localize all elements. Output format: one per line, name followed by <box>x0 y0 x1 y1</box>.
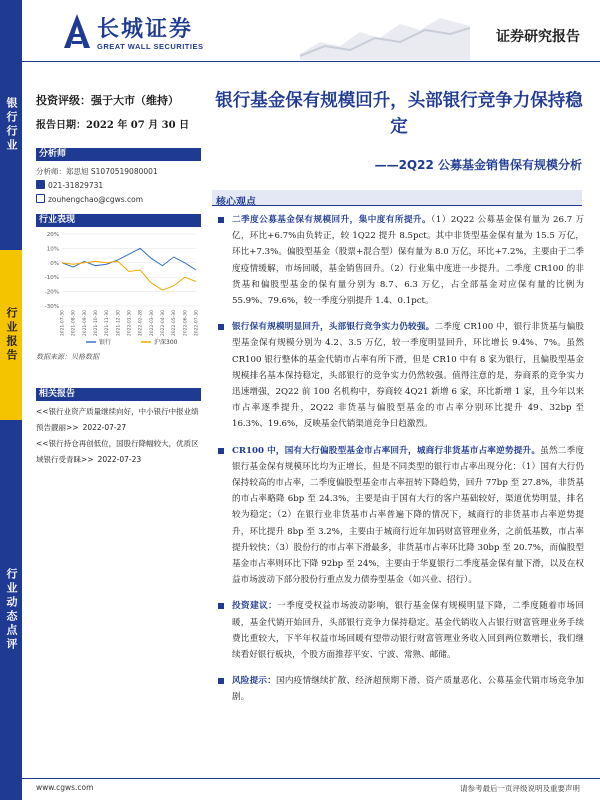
chart-ytick-label: -20% <box>44 289 59 296</box>
footer-disclaimer: 请参考最后一页评级说明及重要声明 <box>460 784 580 793</box>
chart-series-line <box>62 248 196 270</box>
chart-xtick-label: 2021-11-30 <box>105 310 111 337</box>
great-wall-logo-icon <box>62 12 92 50</box>
square-bullet-icon <box>218 324 224 330</box>
analyst-phone: 021-31829731 <box>36 179 158 193</box>
phone-icon <box>36 180 45 189</box>
chart-legend-label: 沪深300 <box>154 339 178 346</box>
page-header <box>0 0 600 62</box>
chart-ytick-label: 20% <box>46 232 59 238</box>
analyst-name: 分析师：郑思旭 S1070519080001 <box>36 167 158 176</box>
investment-rating: 投资评级：强于大市（维持） <box>36 94 179 107</box>
report-type-label: 证券研究报告 <box>496 29 580 45</box>
related-report-item[interactable]: <<银行持仓再创低位，国股行降幅较大，优质区域银行受青睐>> 2022-07-23 <box>36 439 199 464</box>
core-view-bullets <box>216 212 584 716</box>
core-view-head: 核心观点 <box>212 190 582 206</box>
chart-xtick-label: 2021-07-30 <box>60 310 66 337</box>
chart-xtick-label: 2021-12-30 <box>116 310 122 337</box>
report-subtitle: ——2Q22 公募基金销售保有规模分析 <box>374 158 582 172</box>
logo-text-en: GREAT WALL SECURITIES <box>97 42 204 51</box>
bullet-point: 投资建议：一季度受权益市场波动影响，银行基金保有规模明显下降，二季度随着市场回暖，基金代销开始回升，头部银行竞争力保持稳定。基金代销收入占银行财富管理业务手续费比重较大，下半年权益市场回暖有望带动银行财富管理业务收入回到两位数增长，我们继续看好银行板块，个股方面推荐平安、宁波、常熟、邮储。 <box>216 598 584 663</box>
chart-ytick-label: 10% <box>46 246 59 253</box>
bullet-point: 二季度公募基金保有规模回升，集中度有所提升。（1）2Q22 公募基金保有量为 26.7 万亿，环比+6.7%由负转正，较 1Q22 提升 8.5pct。其中非货型基金保有量为 15.5 万亿，环比+7.3%。偏股型基金（股票+混合型）保有量为 8.0 万亿，环比+7.2%，主要由于二季度疫情缓解，市场回暖，基金销售回升。（2）行业集中度进一步提升。二季度 CR100 的非货基和偏股型基金的保有量分别为 8.7、6.3 万亿，占全部基金对应保有量的比例为 55.9%、79.6%，较一季度分别提升 1.4、0.1pct。 <box>216 212 584 309</box>
chart-xtick-label: 2021-10-30 <box>94 310 99 337</box>
chart-ytick-label: 0% <box>50 260 59 267</box>
report-date: 报告日期：2022 年 07 月 30 日 <box>36 120 190 131</box>
report-title: 银行基金保有规模回升，头部银行竞争力保持稳定 <box>215 91 583 137</box>
chart-xtick-label: 2022-06-30 <box>183 310 189 337</box>
chart-series-line <box>62 261 196 290</box>
related-report-item[interactable]: <<银行业资产质量继续向好，中小银行中报业绩预告靓丽>> 2022-07-27 <box>36 407 199 432</box>
square-bullet-icon <box>218 448 224 454</box>
bullet-point: 银行保有规模明显回升，头部银行竞争实力仍较强。二季度 CR100 中，银行非货基与偏股型基金保有规模分别为 4.2、3.5 万亿，较一季度明显回升，环比增长 9.4%、7%。虽然 CR100 银行整体的基金代销市占率有所下滑，但是 CR10 中有 8 家为银行，且偏股型基金规模排名基本保持稳定，头部银行的竞争实力仍然较强。值得注意的是，券商系的竞争实力迅速增强，2Q22 前 100 名机构中，券商较 4Q21 新增 6 家，环比新增 1 家，且今年以来市占率逐季提升，2Q22 非货基与偏股型基金的市占率分别环比提升 49、32bp 至 16.3%、19.6%，反映基金代销渠道竞争日趋激烈。 <box>216 319 584 432</box>
great-wall-illustration <box>300 4 470 60</box>
trend-section-head: 行业表现 <box>36 214 201 227</box>
page-footer <box>0 778 600 800</box>
chart-source: 数据来源：贝格数据 <box>36 353 99 361</box>
chart-xtick-label: 2021-09-30 <box>82 310 88 337</box>
bullet-point: 风险提示：国内疫情继续扩散、经济超预期下滑、资产质量恶化、公募基金代销市场竞争加剧。 <box>216 673 584 705</box>
footer-website[interactable]: www.cgws.com <box>36 783 94 792</box>
analyst-email: zouhengchao@cgws.com <box>36 193 158 207</box>
side-label-commentary: 行业动态点评 <box>0 420 22 800</box>
chart-xtick-label: 2022-05-30 <box>172 310 178 337</box>
chart-xtick-label: 2022-01-30 <box>127 310 133 337</box>
analyst-info <box>36 165 158 207</box>
chart-legend-label: 银行 <box>99 339 112 346</box>
analyst-section-head: 分析师 <box>36 148 201 161</box>
bullet-point: CR100 中，国有大行偏股型基金市占率回升，城商行非货基市占率逆势提升。虽然二季度银行基金保有规模环比均为正增长，但是不同类型的银行市占率出现分化：（1）国有大行仍保持较高的市占率，二季度偏股型基金市占率扭转下降趋势，回升 77bp 至 27.8%，非货基的市占率略降 6bp 至 24.3%，主要是由于国有大行的客户基础较好，渠道优势明显，排名较为稳定；（2）在银行业非货基市占率普遍下降的情况下，城商行的非货基市占率逆势提升，环比提升 8bp 至 3.2%，主要由于城商行近年加码财富管理业务，之前低基数，市占率提升较快；（3）股份行的市占率下滑最多，非货基市占率环比降 30bp 至 20.7%，而偏股型基金市占率则环比下降 92bp 至 24%，主要由于华夏银行二季度基金保有量下滑，以及在权益市场波动下部分股份行重点发力债券型基金（如兴业、招行）。 <box>216 443 584 589</box>
related-reports-list <box>36 404 204 468</box>
industry-performance-chart <box>36 228 201 348</box>
chart-xtick-label: 2021-08-30 <box>71 310 77 337</box>
side-label-industry: 银行行业 <box>0 0 22 250</box>
chart-xtick-label: 2022-07-30 <box>194 310 200 337</box>
side-label-report: 行业报告 <box>0 250 22 420</box>
square-bullet-icon <box>218 217 224 223</box>
chart-ytick-label: -10% <box>44 275 59 282</box>
chart-xtick-label: 2022-02-28 <box>138 310 144 337</box>
chart-xtick-label: 2022-03-30 <box>149 310 155 337</box>
logo-text-cn: 长城证券 <box>97 17 194 42</box>
square-bullet-icon <box>218 678 224 684</box>
email-icon <box>36 194 45 203</box>
related-reports-head: 相关报告 <box>36 388 201 401</box>
chart-ytick-label: -30% <box>44 304 59 310</box>
chart-svg <box>36 228 201 348</box>
chart-xtick-label: 2022-04-30 <box>161 310 166 337</box>
square-bullet-icon <box>218 603 224 609</box>
